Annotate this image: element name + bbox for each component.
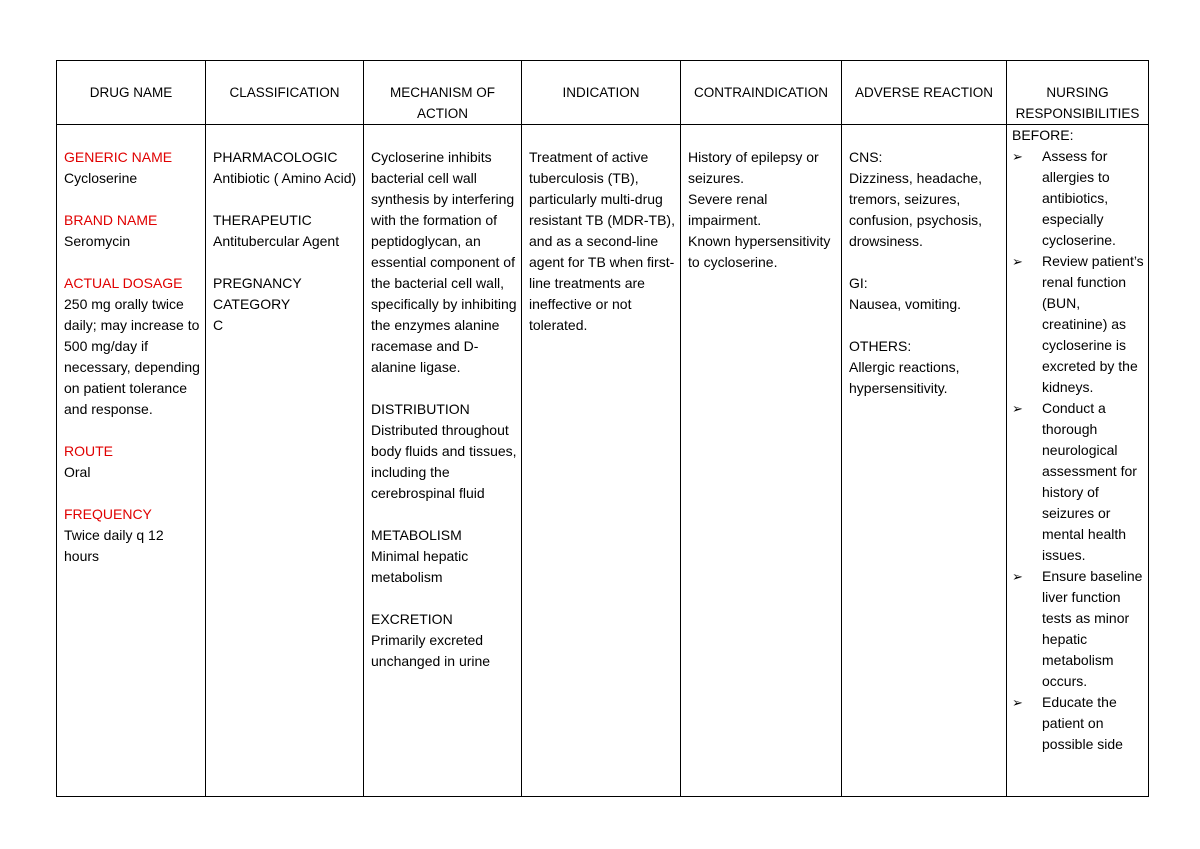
- contraindication-hypersensitivity: Known hypersensitivity to cycloserine.: [688, 233, 831, 270]
- brand-name-value: Seromycin: [64, 233, 131, 249]
- therapeutic-value: Antitubercular Agent: [213, 233, 340, 249]
- body-row: [57, 125, 1149, 797]
- pregnancy-category-label: PREGNANCY CATEGORY: [213, 275, 302, 312]
- therapeutic-label: THERAPEUTIC: [213, 212, 312, 228]
- distribution-value: Distributed throughout body fluids and tissues, including the cerebrospinal fluid: [371, 422, 517, 501]
- header-row: [57, 61, 1149, 125]
- header-drug-name: DRUG NAME: [57, 61, 206, 125]
- arrow-bullet-icon: ➢: [1012, 254, 1023, 269]
- pregnancy-category-value: C: [213, 317, 224, 333]
- drug-study-table: [56, 60, 1149, 797]
- cns-value: Dizziness, headache, tremors, seizures, confusion, psychosis, drowsiness.: [849, 170, 983, 249]
- arrow-bullet-icon: ➢: [1012, 149, 1023, 164]
- header-indication: INDICATION: [522, 61, 681, 125]
- excretion-label: EXCRETION: [371, 611, 453, 627]
- cell-mechanism: [364, 125, 522, 797]
- frequency-value: Twice daily q 12 hours: [64, 527, 164, 564]
- distribution-label: DISTRIBUTION: [371, 401, 470, 417]
- list-item: ➢ Conduct a thorough neurological assessment for history of seizures or mental health issues.: [1012, 400, 1137, 563]
- dosage-label: ACTUAL DOSAGE: [64, 275, 183, 291]
- generic-name-value: Cycloserine: [64, 170, 138, 186]
- cell-drug-name: [57, 125, 206, 797]
- gi-label: GI:: [849, 275, 868, 291]
- list-item: ➢ Ensure baseline liver function tests as minor hepatic metabolism occurs.: [1012, 568, 1143, 689]
- cell-contraindication: [681, 125, 842, 797]
- brand-name-label: BRAND NAME: [64, 212, 158, 228]
- pharmacologic-value: Antibiotic ( Amino Acid): [213, 170, 357, 186]
- header-mechanism: MECHANISM OF ACTION: [364, 61, 522, 125]
- cell-nursing: [1007, 125, 1149, 797]
- header-contraindication: CONTRAINDICATION: [681, 61, 842, 125]
- list-item: ➢ Educate the patient on possible side: [1012, 694, 1123, 752]
- header-classification: CLASSIFICATION: [206, 61, 364, 125]
- contraindication-epilepsy: History of epilepsy or seizures.: [688, 149, 819, 186]
- frequency-label: FREQUENCY: [64, 506, 152, 522]
- cell-indication: [522, 125, 681, 797]
- excretion-value: Primarily excreted unchanged in urine: [371, 632, 491, 669]
- cell-adverse-reaction: [842, 125, 1007, 797]
- indication-text: Treatment of active tuberculosis (TB), particularly multi-drug resistant TB (MDR-TB), and as a second-line agent for TB when first-line treatments are ineffective or not tolerated.: [529, 149, 675, 333]
- contraindication-renal: Severe renal impairment.: [688, 191, 768, 228]
- route-value: Oral: [64, 464, 91, 480]
- cns-label: CNS:: [849, 149, 883, 165]
- generic-name-label: GENERIC NAME: [64, 149, 173, 165]
- others-value: Allergic reactions, hypersensitivity.: [849, 359, 960, 396]
- header-adverse-reaction: ADVERSE REACTION: [842, 61, 1007, 125]
- header-nursing: NURSING RESPONSIBILITIES: [1007, 61, 1149, 125]
- metabolism-label: METABOLISM: [371, 527, 462, 543]
- mechanism-text: Cycloserine inhibits bacterial cell wall synthesis by interfering with the formation of peptidoglycan, an essential component of the bacterial cell wall, specifically by inhibiting the enzymes alanine racemase and D-alanine ligase.: [371, 149, 517, 375]
- cell-classification: [206, 125, 364, 797]
- route-label: ROUTE: [64, 443, 113, 459]
- gi-value: Nausea, vomiting.: [849, 296, 962, 312]
- arrow-bullet-icon: ➢: [1012, 695, 1023, 710]
- list-item: ➢ Assess for allergies to antibiotics, especially cycloserine.: [1012, 148, 1116, 248]
- nursing-list: [1012, 146, 1144, 755]
- metabolism-value: Minimal hepatic metabolism: [371, 548, 469, 585]
- arrow-bullet-icon: ➢: [1012, 401, 1023, 416]
- dosage-value: 250 mg orally twice daily; may increase to 500 mg/day if necessary, depending on patient tolerance and response.: [64, 296, 200, 417]
- arrow-bullet-icon: ➢: [1012, 569, 1023, 584]
- others-label: OTHERS:: [849, 338, 912, 354]
- pharmacologic-label: PHARMACOLOGIC: [213, 149, 338, 165]
- list-item: ➢ Review patient’s renal function (BUN, creatinine) as cycloserine is excreted by the kidneys.: [1012, 253, 1144, 395]
- before-label: BEFORE:: [1012, 127, 1074, 143]
